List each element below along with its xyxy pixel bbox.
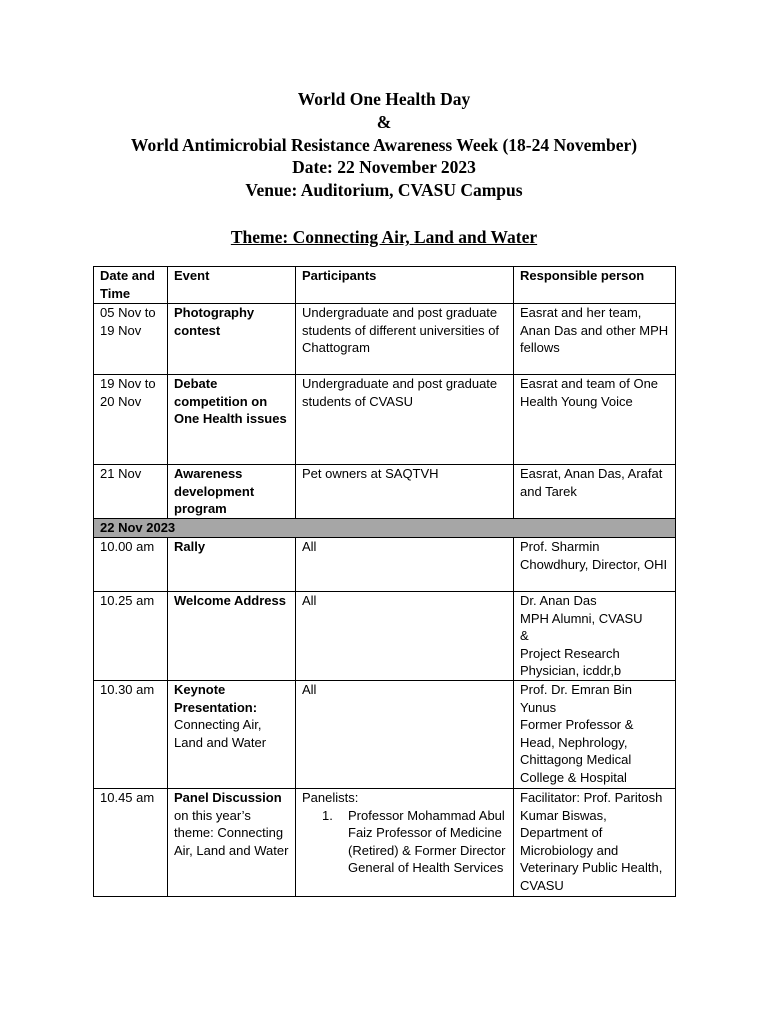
header-cell-date: Date and Time [94, 267, 168, 304]
participants-cell: Undergraduate and post graduate students of CVASU [296, 375, 514, 465]
table-header-row [94, 267, 676, 304]
date-cell: 19 Nov to 20 Nov [94, 375, 168, 465]
event-subtitle: on this year’s theme: Connecting Air, Land and Water [174, 807, 289, 858]
header-cell-responsible: Responsible person [514, 267, 676, 304]
venue-line: Venue: Auditorium, CVASU Campus [245, 180, 523, 201]
time-cell: 10.45 am [94, 789, 168, 897]
date-cell: 05 Nov to 19 Nov [94, 304, 168, 375]
table-row [94, 592, 676, 681]
event-cell: Awareness development program [168, 465, 296, 519]
responsible-line: Prof. Dr. Emran Bin Yunus [520, 682, 632, 715]
header-cell-participants: Participants [296, 267, 514, 304]
responsible-cell: Easrat and her team, Anan Das and other MPH fellows [514, 304, 676, 375]
responsible-line: Dr. Anan Das [520, 593, 597, 608]
event-cell: Photography contest [168, 304, 296, 375]
responsible-cell: Easrat and team of One Health Young Voice [514, 375, 676, 465]
theme-heading [0, 226, 768, 248]
event-subtitle: Connecting Air, Land and Water [174, 717, 267, 750]
table-row [94, 304, 676, 375]
responsible-cell: Facilitator: Prof. Paritosh Kumar Biswas, Department of Microbiology and Veterinary Public Health, CVASU [514, 789, 676, 897]
time-cell: 10.30 am [94, 681, 168, 789]
participants-cell [296, 789, 514, 897]
responsible-line: Project Research Physician, icddr,b [520, 645, 622, 679]
participants-cell: All [296, 681, 514, 789]
time-cell: 10.25 am [94, 592, 168, 681]
event-cell: Debate competition on One Health issues [168, 375, 296, 465]
event-cell: Rally [168, 538, 296, 592]
event-title: Panel Discussion [174, 790, 282, 805]
table-row [94, 465, 676, 519]
event-cell: Welcome Address [168, 592, 296, 681]
title-line: World One Health Day [297, 89, 471, 109]
theme-text: Theme: Connecting Air, Land and Water [230, 227, 538, 247]
responsible-cell: Easrat, Anan Das, Arafat and Tarek [514, 465, 676, 519]
participants-cell: Pet owners at SAQTVH [296, 465, 514, 519]
responsible-cell: Prof. Sharmin Chowdhury, Director, OHI [514, 538, 676, 592]
table-row [94, 375, 676, 465]
responsible-line: & [520, 628, 529, 644]
schedule-table [93, 266, 676, 897]
panelist-number: 1. [322, 807, 333, 823]
panelists-label: Panelists: [302, 790, 359, 805]
subtitle-line: World Antimicrobial Resistance Awareness Week (18-24 November) [130, 134, 638, 155]
panelist-item [302, 807, 507, 877]
table-row [94, 681, 676, 789]
event-cell [168, 681, 296, 789]
document-header [0, 88, 768, 202]
section-band-label: 22 Nov 2023 [94, 519, 676, 538]
participants-cell: All [296, 592, 514, 681]
time-cell: 10.00 am [94, 538, 168, 592]
table-row [94, 789, 676, 897]
responsible-cell [514, 681, 676, 789]
responsible-line: MPH Alumni, CVASU [520, 610, 643, 626]
ampersand-line: & [376, 111, 392, 132]
event-cell [168, 789, 296, 897]
date-cell: 21 Nov [94, 465, 168, 519]
responsible-cell [514, 592, 676, 681]
section-band-row [94, 519, 676, 538]
participants-cell: All [296, 538, 514, 592]
responsible-line: Former Professor & Head, Nephrology, Chittagong Medical College & Hospital [520, 717, 634, 785]
date-line: Date: 22 November 2023 [292, 157, 476, 178]
event-title: Keynote Presentation: [174, 682, 258, 715]
table-row [94, 538, 676, 592]
header-cell-event: Event [168, 267, 296, 304]
panelist-text: Professor Mohammad Abul Faiz Professor of Medicine (Retired) & Former Director General of Health Services [348, 807, 506, 876]
participants-cell: Undergraduate and post graduate students of different universities of Chattogram [296, 304, 514, 375]
